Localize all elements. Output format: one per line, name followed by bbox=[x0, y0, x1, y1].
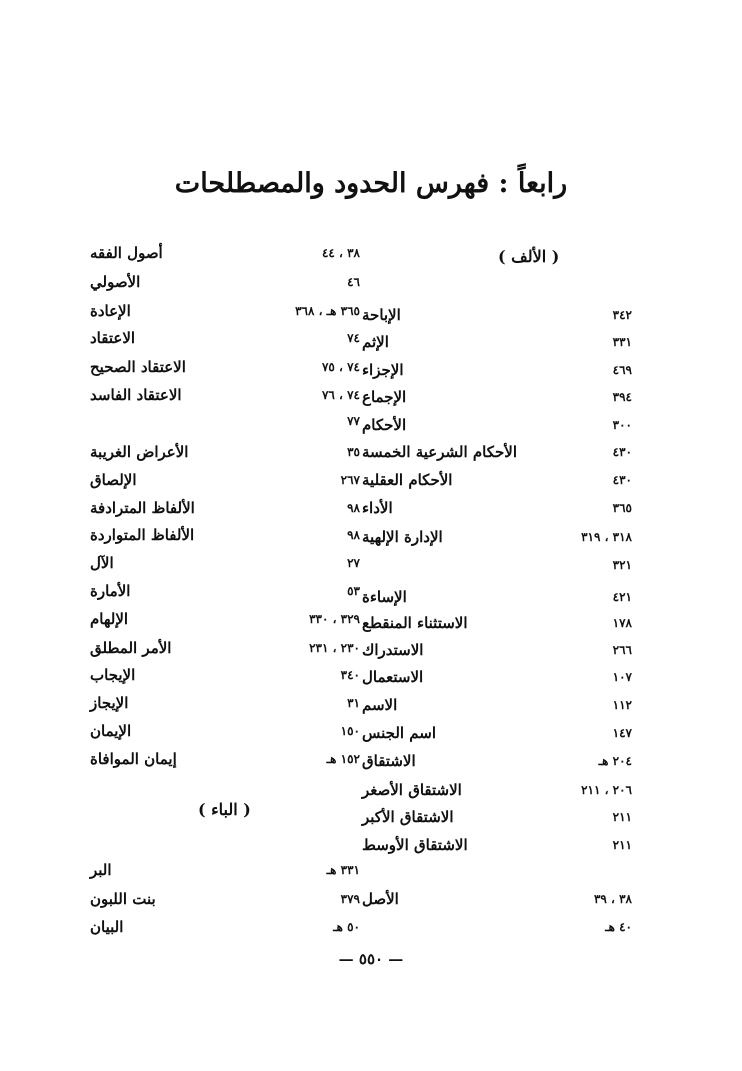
left-column-ba-entry bbox=[90, 855, 360, 885]
index-term: الإعادة bbox=[90, 302, 131, 320]
right-column-entry bbox=[362, 690, 632, 720]
page-references: ١٠٧ bbox=[612, 670, 632, 684]
left-column-entry bbox=[90, 352, 360, 382]
index-term: الإلصاق bbox=[90, 471, 137, 489]
page-references: ٢٠٦ ، ٢١١ bbox=[581, 783, 632, 797]
page-references: ٣٦٥ هـ ، ٣٦٨ bbox=[295, 304, 360, 318]
right-column-entry bbox=[362, 355, 632, 385]
page-references: ٣٩٤ bbox=[612, 390, 632, 404]
left-column-entry bbox=[90, 406, 360, 436]
page-references: ٣٦٥ bbox=[612, 501, 632, 515]
left-column-entry bbox=[90, 520, 360, 550]
left-column-entry bbox=[90, 576, 360, 606]
page-references: ٢١١ bbox=[612, 810, 632, 824]
page-references: ٤٣٠ bbox=[612, 473, 632, 487]
section-heading-alif: ( الألف ) bbox=[498, 247, 560, 266]
page-references: ٣٣١ هـ bbox=[326, 863, 360, 877]
page-references: ٣٨ ، ٤٤ bbox=[321, 246, 360, 260]
right-column-entry bbox=[362, 522, 632, 552]
right-column-entry bbox=[362, 300, 632, 330]
index-term: الإثم bbox=[362, 333, 389, 351]
right-column-entry bbox=[362, 718, 632, 748]
page-references: ٣٧٩ bbox=[340, 892, 360, 906]
left-column-ba-entry bbox=[90, 884, 360, 914]
page-references: ١٧٨ bbox=[612, 616, 632, 630]
index-term: إيمان الموافاة bbox=[90, 750, 177, 768]
index-term: الإساءة bbox=[362, 588, 407, 606]
index-term: الاشتقاق bbox=[362, 752, 416, 770]
index-term: الإيمان bbox=[90, 722, 132, 740]
page-references: ٣٠٠ bbox=[612, 418, 632, 432]
left-column-entry bbox=[90, 688, 360, 718]
page-references: ١١٢ bbox=[612, 698, 632, 712]
page-references: ٤٢١ bbox=[612, 590, 632, 604]
index-term: الأصل bbox=[362, 890, 399, 908]
index-term: الاعتقاد الفاسد bbox=[90, 386, 182, 404]
left-column-entry bbox=[90, 493, 360, 523]
page-references: ٢٦٧ bbox=[340, 473, 360, 487]
page-references: ٧٧ bbox=[347, 414, 360, 428]
right-column-entry bbox=[362, 465, 632, 495]
index-term: الإيجاب bbox=[90, 666, 136, 684]
index-term: الاسم bbox=[362, 696, 398, 714]
index-term: الاستعمال bbox=[362, 668, 424, 686]
page-references: ٩٨ bbox=[347, 528, 360, 542]
page-references: ٤٦ bbox=[347, 275, 360, 289]
page-references: ٤٦٩ bbox=[612, 363, 632, 377]
index-term: الاستثناء المنقطع bbox=[362, 614, 468, 632]
page-references: ١٤٧ bbox=[612, 726, 632, 740]
index-term: الإلهام bbox=[90, 610, 129, 628]
index-term: الأصولي bbox=[90, 273, 141, 291]
index-term: الأحكام الشرعية الخمسة bbox=[362, 443, 518, 461]
right-column-entry bbox=[362, 830, 632, 860]
right-column-entry bbox=[362, 608, 632, 638]
right-column-entry bbox=[362, 662, 632, 692]
index-term: بنت اللبون bbox=[90, 890, 156, 908]
index-term: الأداء bbox=[362, 499, 393, 517]
left-column-entry bbox=[90, 267, 360, 297]
index-term: الإيجاز bbox=[90, 694, 129, 712]
index-term: البر bbox=[90, 861, 112, 879]
index-term: الإدارة الإلهية bbox=[362, 528, 443, 546]
page-references: ٧٤ ، ٧٥ bbox=[321, 360, 360, 374]
index-term: الآل bbox=[90, 554, 114, 572]
page-references: ٥٠ هـ bbox=[333, 920, 360, 934]
index-term: الاشتقاق الأكبر bbox=[362, 808, 454, 826]
page-references: ٥٣ bbox=[347, 584, 360, 598]
left-column-entry bbox=[90, 744, 360, 774]
index-term: الأعراض الغريبة bbox=[90, 443, 189, 461]
page-references: ٤٠ هـ bbox=[605, 920, 632, 934]
page-references: ١٥٢ هـ bbox=[326, 752, 360, 766]
left-column-entry bbox=[90, 437, 360, 467]
page-references: ٢١١ bbox=[612, 838, 632, 852]
index-term: الأحكام bbox=[362, 416, 407, 434]
left-column-entry bbox=[90, 296, 360, 326]
index-term: اسم الجنس bbox=[362, 724, 437, 742]
right-column-entry bbox=[362, 884, 632, 914]
index-term: الإجزاء bbox=[362, 361, 404, 379]
index-term: الاستدراك bbox=[362, 641, 424, 659]
index-term: الاعتقاد bbox=[90, 329, 136, 347]
index-term: الألفاظ المتواردة bbox=[90, 526, 195, 544]
page-references: ٣٥ bbox=[347, 445, 360, 459]
right-column-entry bbox=[362, 912, 632, 942]
page-references: ٢٣٠ ، ٢٣١ bbox=[309, 641, 360, 655]
right-column-entry bbox=[362, 493, 632, 523]
right-column-entry bbox=[362, 550, 632, 580]
page-references: ٩٨ bbox=[347, 501, 360, 515]
right-column-entry bbox=[362, 410, 632, 440]
page-references: ٣٤٠ bbox=[340, 668, 360, 682]
page-references: ٣١ bbox=[347, 696, 360, 710]
page-references: ٣٨ ، ٣٩ bbox=[593, 892, 632, 906]
page-references: ٣٣١ bbox=[612, 335, 632, 349]
left-column-entry bbox=[90, 633, 360, 663]
page-references: ٣٤٢ bbox=[612, 308, 632, 322]
right-column-entry bbox=[362, 437, 632, 467]
index-term: الاعتقاد الصحيح bbox=[90, 358, 186, 376]
left-column-ba-entry bbox=[90, 912, 360, 942]
left-column-entry bbox=[90, 323, 360, 353]
page-references: ٧٤ bbox=[347, 331, 360, 345]
right-column-entry bbox=[362, 746, 632, 776]
right-column-entry bbox=[362, 635, 632, 665]
page-number-footer: — ٥٥٠ — bbox=[338, 950, 404, 968]
page-references: ٢٠٤ هـ bbox=[598, 754, 632, 768]
page-references: ٢٦٦ bbox=[612, 643, 632, 657]
left-column-entry bbox=[90, 660, 360, 690]
right-column-entry bbox=[362, 802, 632, 832]
left-column-entry bbox=[90, 465, 360, 495]
left-column-entry bbox=[90, 548, 360, 578]
right-column-entry bbox=[362, 327, 632, 357]
index-term: الأحكام العقلية bbox=[362, 471, 453, 489]
index-term: الإباحة bbox=[362, 306, 401, 324]
page-references: ٣٢٩ ، ٣٣٠ bbox=[309, 612, 360, 626]
page-references: ٤٣٠ bbox=[612, 445, 632, 459]
index-term: البيان bbox=[90, 918, 124, 936]
page-references: ٣١٨ ، ٣١٩ bbox=[581, 530, 632, 544]
index-term: الأمارة bbox=[90, 582, 131, 600]
index-term: الأمر المطلق bbox=[90, 639, 172, 657]
page-references: ١٥٠ bbox=[340, 724, 360, 738]
page-references: ٧٤ ، ٧٦ bbox=[321, 388, 360, 402]
index-term: الألفاظ المترادفة bbox=[90, 499, 195, 517]
left-column-entry bbox=[90, 238, 360, 268]
left-column-entry bbox=[90, 716, 360, 746]
page-title: رابعاً : فهرس الحدود والمصطلحات bbox=[174, 168, 568, 199]
index-term: أصول الفقه bbox=[90, 244, 163, 262]
page-references: ٢٧ bbox=[347, 556, 360, 570]
page-references: ٣٢١ bbox=[612, 558, 632, 572]
section-heading-ba: ( الباء ) bbox=[198, 800, 251, 819]
index-term: الإجماع bbox=[362, 388, 407, 406]
left-column-entry bbox=[90, 604, 360, 634]
index-term: الاشتقاق الأوسط bbox=[362, 836, 468, 854]
right-column-entry bbox=[362, 382, 632, 412]
index-term: الاشتقاق الأصغر bbox=[362, 781, 462, 799]
right-column-entry bbox=[362, 775, 632, 805]
